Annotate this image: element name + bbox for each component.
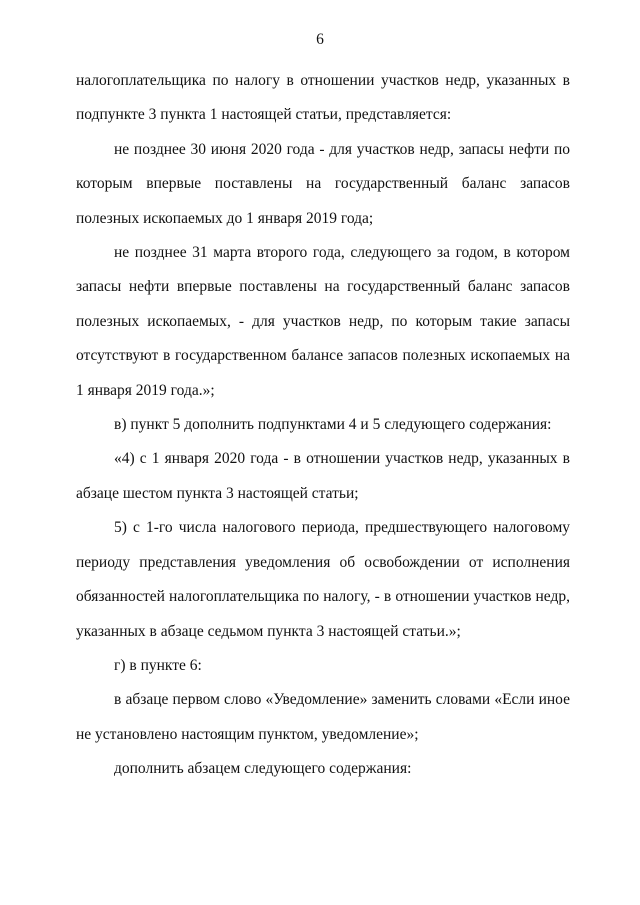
paragraph-subitem-4: «4) с 1 января 2020 года - в отношении участков недр, указанных в абзаце шестом пункта 3 настоящей статьи;: [76, 450, 570, 502]
paragraph-first-abzac: в абзаце первом слово «Уведомление» заменить словами «Если иное не установлено настоящим пунктом, уведомление»;: [76, 691, 570, 743]
paragraph-deadline-june: не позднее 30 июня 2020 года - для участков недр, запасы нефти по которым впервые поставлены на государственный баланс запасов полезных ископаемых до 1 января 2019 года;: [76, 140, 570, 227]
paragraph-continuation: налогоплательщика по налогу в отношении участков недр, указанных в подпункте 3 пункта 1 настоящей статьи, представляется:: [76, 72, 570, 124]
paragraph-add-abzac: дополнить абзацем следующего содержания:: [114, 760, 412, 778]
paragraph-subitem-5: 5) с 1-го числа налогового периода, предшествующего налоговому периоду представления уведомления об освобождении от исполнения обязанностей налогоплательщика по налогу, - в отношении участков недр, указанных в абзаце седьмом пункта 3 настоящей статьи.»;: [76, 519, 570, 640]
document-body: [76, 64, 570, 787]
paragraph-item-v: в) пункт 5 дополнить подпунктами 4 и 5 следующего содержания:: [114, 416, 552, 434]
paragraph-deadline-march: не позднее 31 марта второго года, следующего за годом, в котором запасы нефти впервые поставлены на государственный баланс запасов полезных ископаемых, - для участков недр, по которым такие запасы отсутствуют в государственном балансе запасов полезных ископаемых на 1 января 2019 года.»;: [76, 244, 570, 399]
page-number: 6: [316, 31, 324, 48]
paragraph-item-g: г) в пункте 6:: [114, 656, 202, 674]
